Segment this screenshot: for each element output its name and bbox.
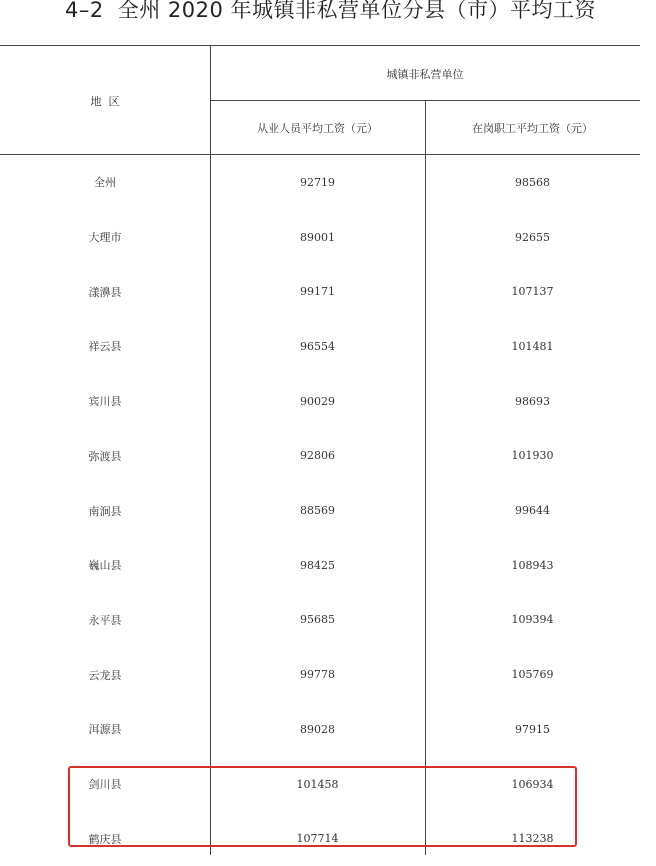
region-cell: 祥云县 xyxy=(88,340,122,354)
table-row xyxy=(0,155,640,210)
avg-onpost-wage-cell: 98693 xyxy=(515,394,550,408)
avg-onpost-wage-cell: 105769 xyxy=(511,668,554,682)
avg-onpost-wage-cell: 98568 xyxy=(515,175,550,189)
avg-onpost-wage-cell: 97915 xyxy=(515,722,550,736)
avg-onpost-wage-cell: 99644 xyxy=(515,504,550,518)
table-title xyxy=(65,0,596,24)
table-title-text: 全州 2020 年城镇非私营单位分县（市）平均工资 xyxy=(117,0,597,22)
avg-employee-wage-cell: 90029 xyxy=(300,394,335,408)
avg-employee-wage-cell: 107714 xyxy=(296,832,339,846)
table-top-rule xyxy=(0,45,640,46)
region-cell: 大理市 xyxy=(88,231,122,245)
header-group: 城镇非私营单位 xyxy=(386,68,464,81)
avg-employee-wage-cell: 96554 xyxy=(300,339,335,353)
region-cell: 巍山县 xyxy=(88,559,122,573)
highlight-box xyxy=(68,766,577,847)
header-col2: 在岗职工平均工资（元） xyxy=(472,122,593,135)
avg-employee-wage-cell: 98425 xyxy=(300,558,335,572)
table-row xyxy=(0,593,640,648)
avg-employee-wage-cell: 95685 xyxy=(300,613,335,627)
avg-onpost-wage-cell: 108943 xyxy=(511,558,554,572)
avg-onpost-wage-cell: 92655 xyxy=(515,230,550,244)
region-cell: 宾川县 xyxy=(88,395,122,409)
table-number: 4–2 xyxy=(65,0,104,22)
table-row xyxy=(0,429,640,484)
avg-employee-wage-cell: 92806 xyxy=(300,449,335,463)
region-cell: 剑川县 xyxy=(88,778,122,792)
table-row xyxy=(0,264,640,319)
table-row xyxy=(0,647,640,702)
region-cell: 永平县 xyxy=(88,613,122,627)
header-region: 地 区 xyxy=(90,95,120,108)
table-row xyxy=(0,483,640,538)
avg-employee-wage-cell: 99171 xyxy=(300,285,335,299)
avg-onpost-wage-cell: 107137 xyxy=(511,285,554,299)
avg-employee-wage-cell: 99778 xyxy=(300,668,335,682)
region-cell: 南涧县 xyxy=(88,504,122,518)
region-cell: 全州 xyxy=(94,176,116,190)
table-row xyxy=(0,538,640,593)
avg-employee-wage-cell: 101458 xyxy=(296,777,339,791)
table-row xyxy=(0,374,640,429)
header-col1: 从业人员平均工资（元） xyxy=(257,122,378,135)
region-cell: 漾濞县 xyxy=(88,285,122,299)
avg-onpost-wage-cell: 101930 xyxy=(511,449,554,463)
avg-onpost-wage-cell: 109394 xyxy=(511,613,554,627)
table-row xyxy=(0,210,640,265)
avg-employee-wage-cell: 89001 xyxy=(300,230,335,244)
avg-employee-wage-cell: 89028 xyxy=(300,722,335,736)
table-row xyxy=(0,319,640,374)
avg-onpost-wage-cell: 113238 xyxy=(511,832,554,846)
avg-onpost-wage-cell: 106934 xyxy=(511,777,554,791)
avg-employee-wage-cell: 88569 xyxy=(300,504,335,518)
avg-onpost-wage-cell: 101481 xyxy=(511,339,554,353)
avg-employee-wage-cell: 92719 xyxy=(300,175,335,189)
region-cell: 鹤庆县 xyxy=(88,832,122,846)
region-cell: 洱源县 xyxy=(88,723,122,737)
region-cell: 云龙县 xyxy=(88,668,122,682)
region-cell: 弥渡县 xyxy=(88,449,122,463)
table-row xyxy=(0,702,640,757)
